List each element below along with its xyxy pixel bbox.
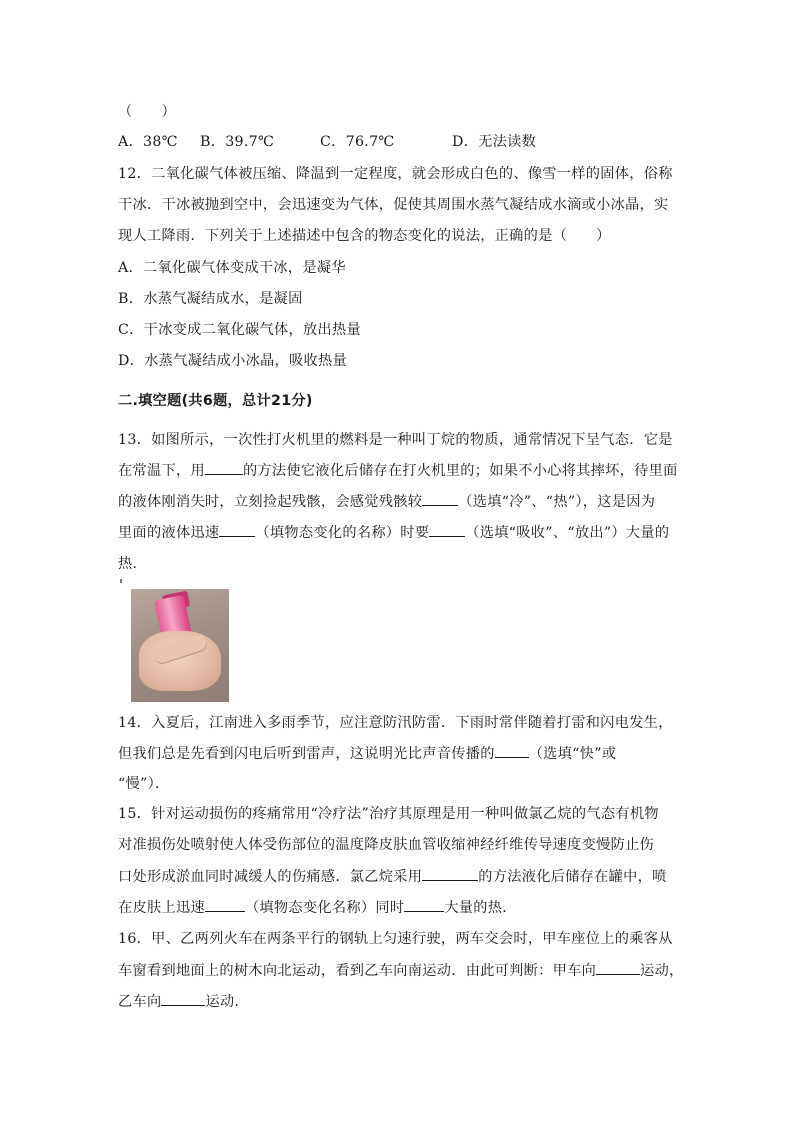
- q14-line-2: [118, 743, 678, 765]
- q13-line-4: [118, 522, 678, 544]
- q11-option-c: C．76.7℃: [320, 134, 395, 150]
- lighter-photo: [131, 589, 229, 702]
- q16-line-3: [118, 991, 678, 1013]
- q11-option-a: A．38℃: [118, 134, 178, 150]
- q16-line-2: [118, 960, 684, 982]
- q13-text: 里面的液体迅速: [118, 525, 220, 541]
- q13-text: 在常温下，用: [118, 463, 205, 479]
- q14-line-3: “慢”）．: [118, 776, 170, 792]
- q13-line-5: 热．: [118, 556, 147, 572]
- q13-line-1: 13．如图所示，一次性打火机里的燃料是一种叫丁烷的物质，通常情况下呈气态．它是: [118, 432, 673, 448]
- q12-option-a: A．二氧化碳气体变成干冰，是凝华: [118, 260, 346, 276]
- q15-blank-2[interactable]: [205, 897, 245, 912]
- q15-line-4: [118, 897, 678, 919]
- q15-line-3: [118, 866, 678, 888]
- q15-text: 口处形成淤血同时减缓人的伤痛感．氯乙烷采用: [118, 869, 423, 885]
- q12-option-d: D．水蒸气凝结成小冰晶，吸收热量: [118, 353, 347, 369]
- q13-text: 的方法使它液化后储存在打火机里的；如果不小心将其摔坏，待里面: [242, 463, 678, 479]
- q13-text: 的液体刚消失时，立刻捡起残骸，会感觉残骸较: [118, 494, 423, 510]
- q16-text: 运动，: [640, 963, 684, 979]
- q13-line-3: [118, 491, 678, 513]
- q13-text: （选填“冷”、“热”），这是因为: [458, 494, 656, 510]
- q16-blank-1[interactable]: [596, 960, 640, 975]
- q15-blank-1[interactable]: [422, 866, 478, 881]
- q12-line-2: 干冰．干冰被抛到空中，会迅速变为气体，促使其周围水蒸气凝结成水滴或小冰晶，实: [118, 197, 669, 213]
- q13-text: （填物态变化的名称）时要: [255, 525, 430, 541]
- q11-option-d: D．无法读数: [452, 134, 537, 150]
- q15-line-2: 对准损伤处喷射使人体受伤部位的温度降皮肤血管收缩神经纤维传导速度变慢防止伤: [118, 837, 655, 853]
- section-heading: 二.填空题(共6题，总计21分): [118, 393, 313, 409]
- q15-blank-3[interactable]: [404, 897, 444, 912]
- q14-blank-1[interactable]: [495, 743, 529, 758]
- q16-blank-2[interactable]: [161, 991, 205, 1006]
- q16-text: 乙车向: [118, 994, 162, 1010]
- q15-text: 的方法液化后储存在罐中，喷: [478, 869, 667, 885]
- q13-blank-2[interactable]: [422, 491, 458, 506]
- q13-blank-4[interactable]: [429, 522, 465, 537]
- q11-options: [118, 131, 678, 153]
- q11-bracket: （ ）: [118, 104, 176, 120]
- q13-text: （选填“吸收”、“放出”）大量的: [465, 525, 670, 541]
- q15-text: 在皮肤上迅速: [118, 900, 205, 916]
- q11-option-b: B．39.7℃: [200, 134, 275, 150]
- q14-text: 但我们总是先看到闪电后听到雷声，这说明光比声音传播的: [118, 746, 495, 762]
- q13-line-2: [118, 460, 678, 482]
- q13-blank-3[interactable]: [219, 522, 255, 537]
- image-anchor-mark: [120, 579, 122, 583]
- q14-text: （选填“快”或: [528, 746, 617, 762]
- q12-option-c: C．干冰变成二氧化碳气体，放出热量: [118, 322, 361, 338]
- q16-text: 运动．: [205, 994, 249, 1010]
- q12-line-1: 12．二氧化碳气体被压缩、降温到一定程度，就会形成白色的、像雪一样的固体，俗称: [118, 166, 673, 182]
- q14-line-1: 14．入夏后，江南进入多雨季节，应注意防汛防雷．下雨时常伴随着打雷和闪电发生，: [118, 715, 673, 731]
- q15-line-1: 15．针对运动损伤的疼痛常用“冷疗法”治疗其原理是用一种叫做氯乙烷的气态有机物: [118, 806, 659, 822]
- q15-text: 大量的热．: [444, 900, 517, 916]
- q16-line-1: 16．甲、乙两列火车在两条平行的钢轨上匀速行驶，两车交会时，甲车座位上的乘客从: [118, 931, 673, 947]
- q15-text: （填物态变化名称）同时: [244, 900, 405, 916]
- q13-blank-1[interactable]: [205, 460, 243, 475]
- q12-line-3: 现人工降雨．下列关于上述描述中包含的物态变化的说法，正确的是（ ）: [118, 228, 611, 244]
- q12-option-b: B．水蒸气凝结成水，是凝固: [118, 291, 303, 307]
- q16-text: 车窗看到地面上的树木向北运动，看到乙车向南运动．由此可判断：甲车向: [118, 963, 597, 979]
